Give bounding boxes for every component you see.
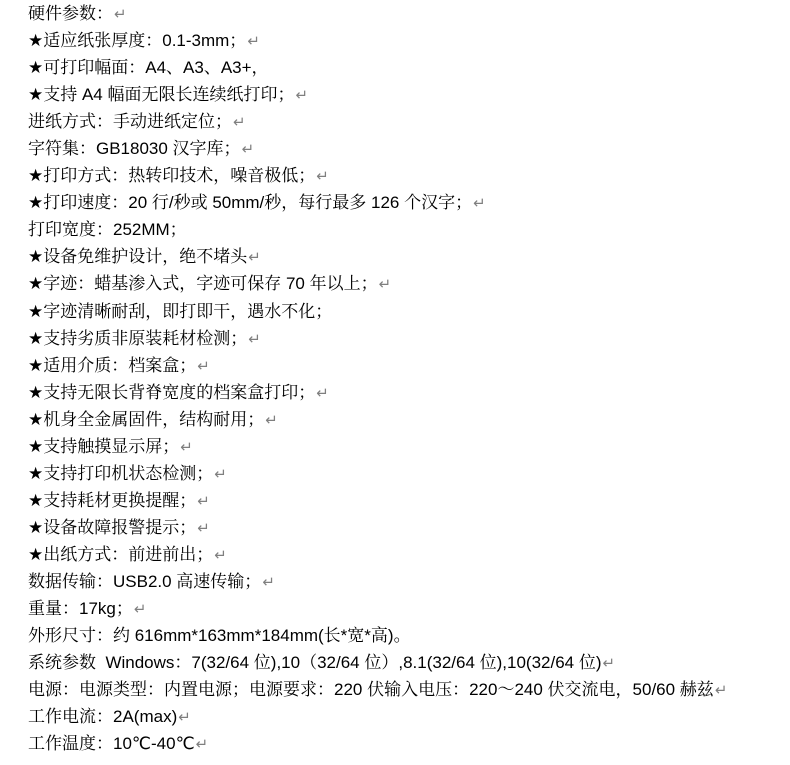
line-text: ★设备故障报警提示； [28,517,197,537]
document-line [28,406,790,433]
line-text: ★适应纸张厚度：0.1-3mm； [28,31,247,51]
paragraph-mark-icon: ↵ [602,655,616,673]
paragraph-mark-icon: ↵ [197,519,210,537]
line-text: 工作温度：10℃-40℃ [28,734,195,754]
document-line [28,81,790,108]
line-text: 重量：17kg； [28,599,133,619]
line-text: ★支持无限长背脊宽度的档案盒打印； [28,382,316,402]
paragraph-mark-icon: ↵ [233,114,246,132]
line-text: ★出纸方式：前进前出； [28,544,214,564]
line-text: ★支持劣质非原装耗材检测； [28,328,248,348]
line-text: ★打印速度：20 行/秒或 50mm/秒，每行最多 126 个汉字； [28,193,473,213]
document-line [28,649,790,676]
line-text: ★适用介质：档案盒； [28,355,197,375]
document-line [28,703,790,730]
paragraph-mark-icon: ↵ [316,384,329,402]
line-text: ★字迹：蜡基渗入式，字迹可保存 70 年以上； [28,274,378,294]
document-line [28,325,790,352]
document-line [28,54,790,81]
document-line [28,379,790,406]
line-text: ★可打印幅面：A4、A3、A3+， [28,58,269,78]
paragraph-mark-icon: ↵ [247,33,260,51]
line-text: ★打印方式：热转印技术，噪音极低； [28,166,316,186]
document-line [28,568,790,595]
paragraph-mark-icon: ↵ [197,357,210,375]
document-line [28,189,790,216]
line-text: 外形尺寸：约 616mm*163mm*184mm(长*宽*高)。 [28,626,411,646]
paragraph-mark-icon: ↵ [262,573,275,591]
line-text: 数据传输：USB2.0 高速传输； [28,571,262,591]
document-line [28,298,790,325]
document-line [28,676,790,703]
line-text: ★机身全金属固件，结构耐用； [28,409,265,429]
line-text: ★支持耗材更换提醒； [28,490,197,510]
paragraph-mark-icon: ↵ [180,438,193,456]
section-heading [28,0,790,27]
document-line [28,595,790,622]
paragraph-mark-icon: ↵ [195,736,209,754]
paragraph-mark-icon: ↵ [214,465,227,483]
document-line [28,270,790,297]
document-line [28,514,790,541]
paragraph-mark-icon: ↵ [248,249,261,267]
line-text: ★支持打印机状态检测； [28,463,214,483]
document-line [28,243,790,270]
document-line [28,135,790,162]
paragraph-mark-icon: ↵ [197,492,210,510]
line-text: 电源：电源类型：内置电源；电源要求：220 伏输入电压：220～240 伏交流电，50/60 赫兹 [28,680,714,700]
document-line [28,27,790,54]
document-line [28,730,790,757]
line-text: ★字迹清晰耐刮，即打即干，遇水不化； [28,301,333,321]
paragraph-mark-icon: ↵ [214,546,227,564]
paragraph-mark-icon: ↵ [178,709,191,727]
paragraph-mark-icon: ↵ [473,195,486,213]
paragraph-mark-icon: ↵ [133,601,147,619]
line-text: 系统参数 Windows：7(32/64 位),10（32/64 位）,8.1(32/64 位),10(32/64 位) [28,653,602,673]
line-text: ★支持 A4 幅面无限长连续纸打印； [28,85,295,105]
document-line [28,216,790,243]
paragraph-mark-icon: ↵ [248,330,261,348]
document-line [28,433,790,460]
document-line [28,352,790,379]
line-text: 工作电流：2A(max) [28,707,178,727]
line-text: ★设备免维护设计，绝不堵头 [28,247,248,267]
paragraph-mark-icon: ↵ [295,87,309,105]
paragraph-mark-icon: ↵ [265,411,278,429]
document-line [28,460,790,487]
document-line [28,541,790,568]
paragraph-mark-icon: ↵ [114,6,127,23]
paragraph-mark-icon: ↵ [241,141,255,159]
line-text: 进纸方式：手动进纸定位； [28,112,232,132]
line-text: ★支持触摸显示屏； [28,436,180,456]
document-line [28,622,790,649]
document-line [28,108,790,135]
paragraph-mark-icon: ↵ [714,682,728,700]
line-text: 字符集：GB18030 汉字库； [28,139,241,159]
paragraph-mark-icon: ↵ [316,168,329,186]
paragraph-mark-icon: ↵ [378,276,392,294]
line-text: 硬件参数： [28,4,113,23]
line-text: 打印宽度：252MM； [28,220,187,240]
document-line [28,487,790,514]
document-line [28,162,790,189]
